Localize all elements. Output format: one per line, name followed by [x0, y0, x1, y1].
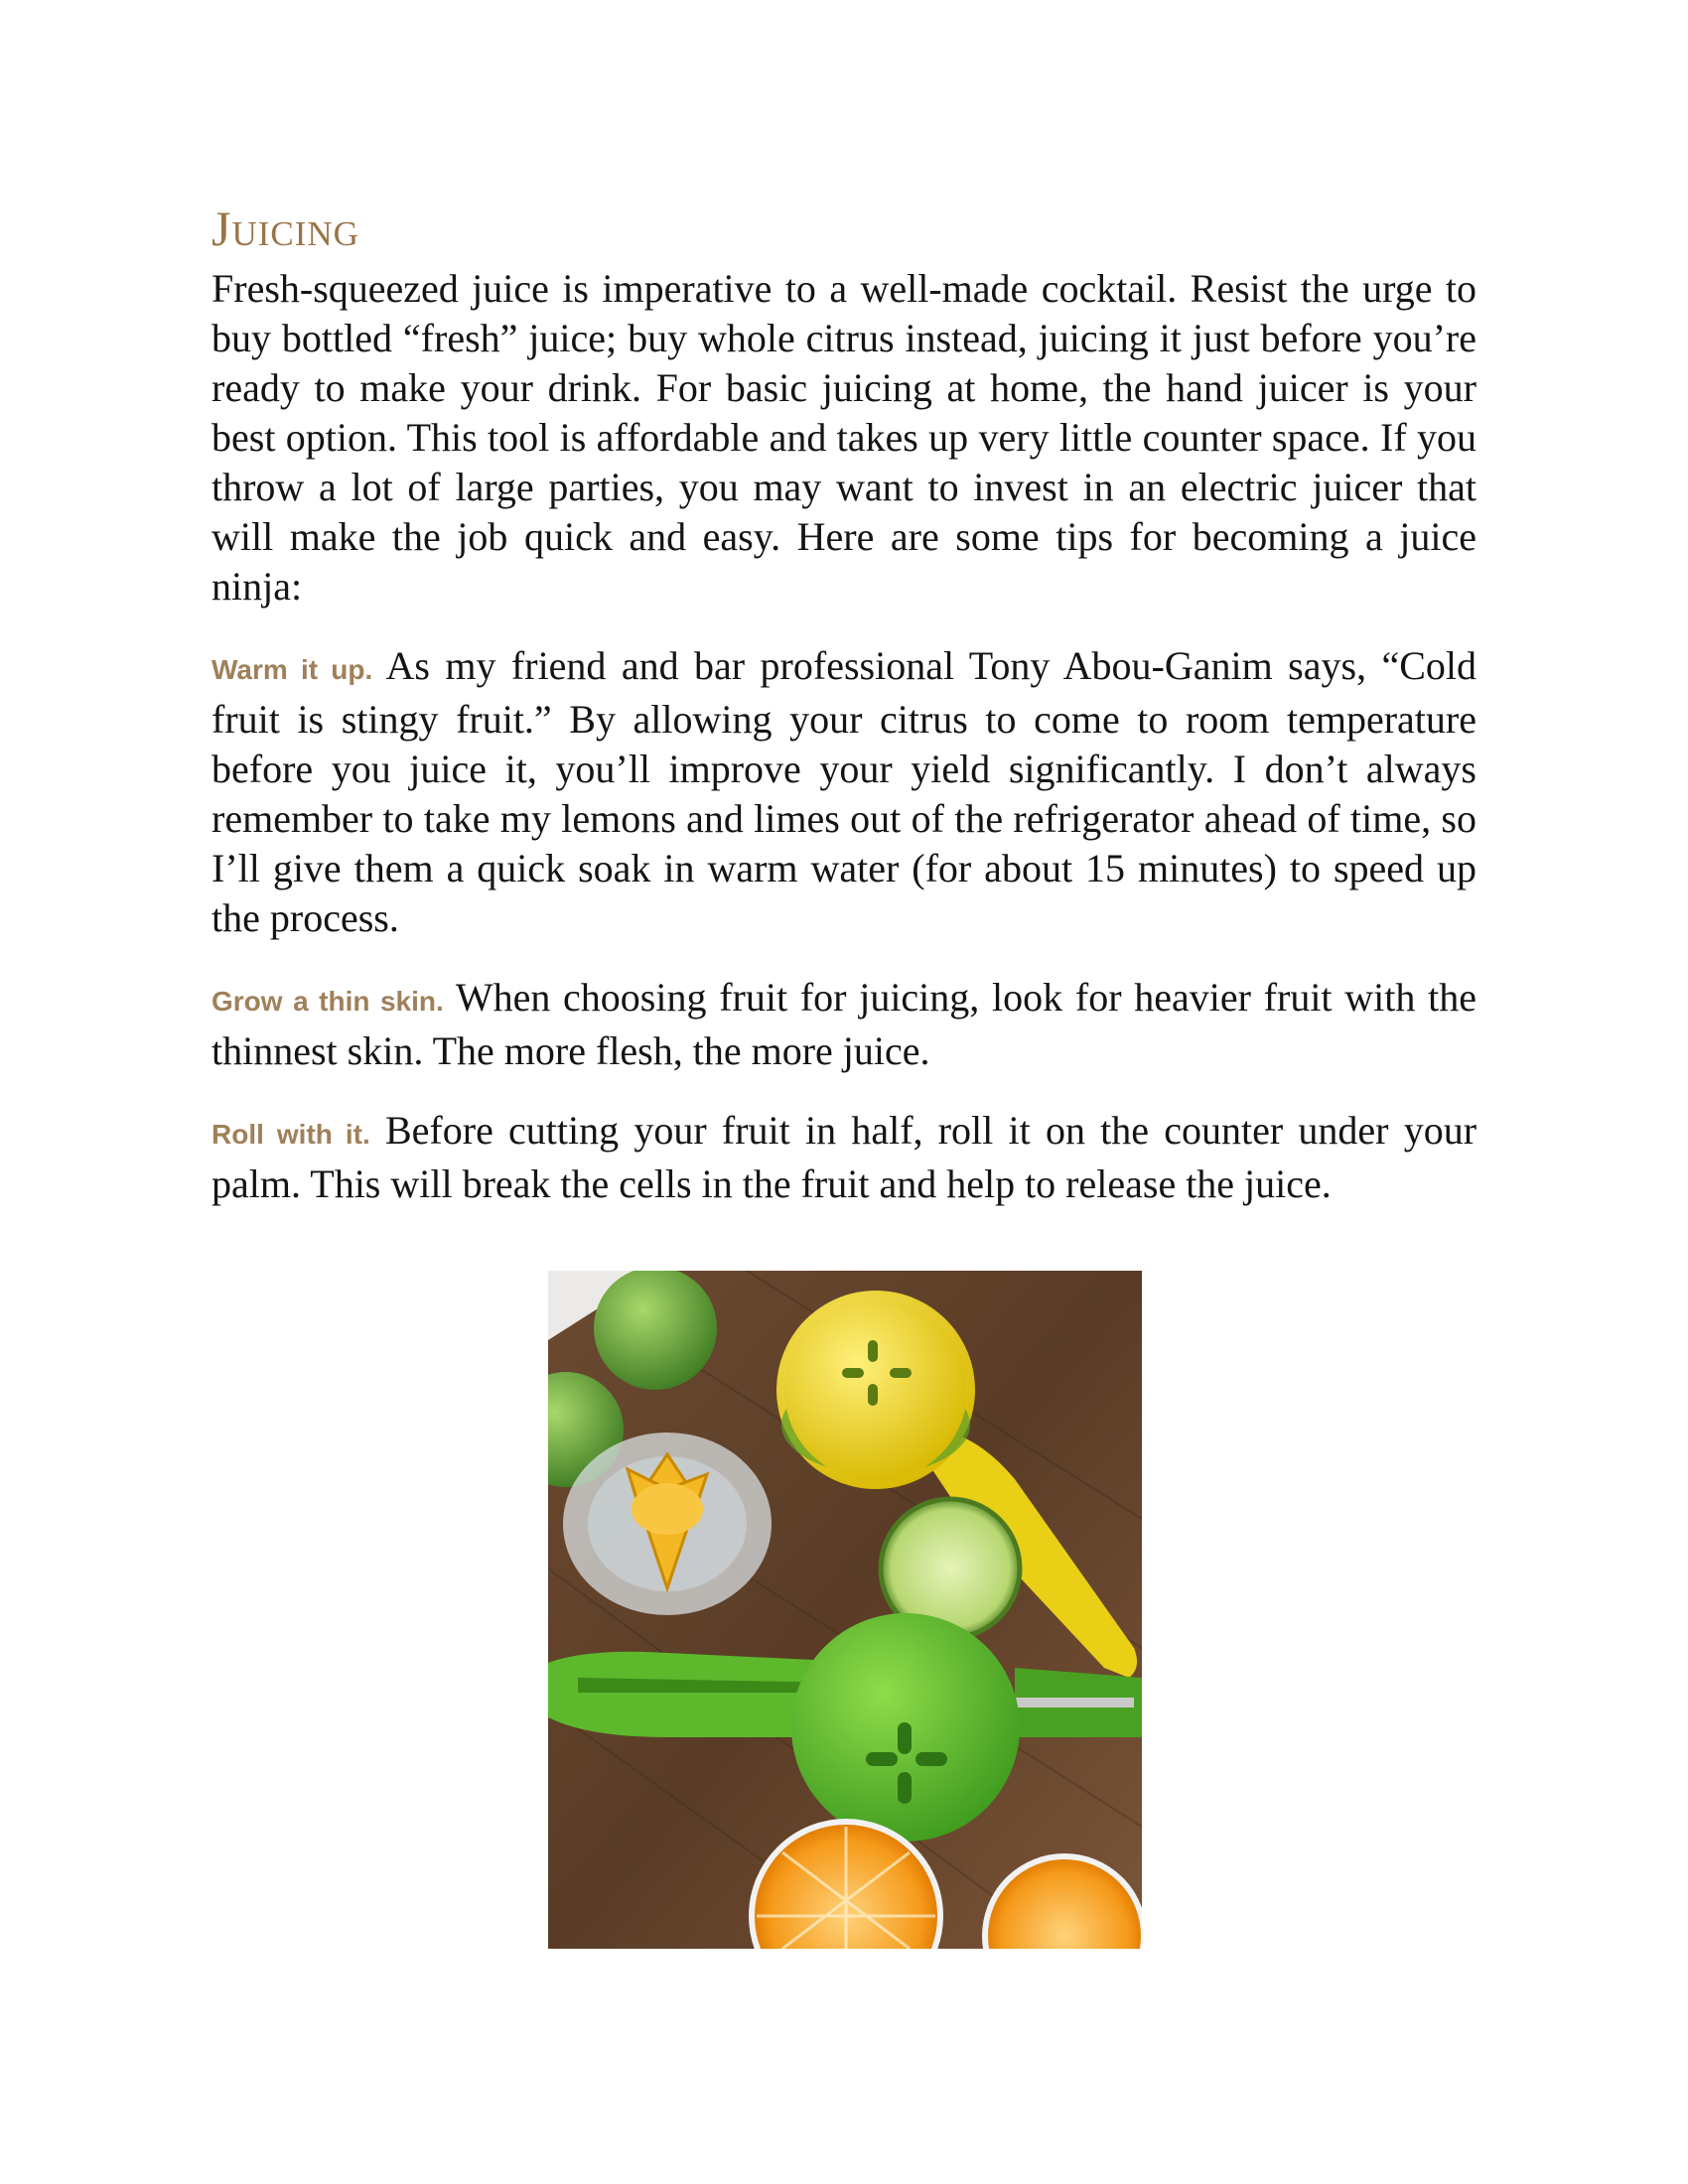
citrus-juicer-photo — [548, 1271, 1142, 1949]
section-heading: Juicing — [211, 201, 359, 256]
tip-text: When choosing fruit for juicing, look for heavier fruit with the thinnest skin. The more flesh, the more juice. — [211, 975, 1477, 1073]
tip-text: Before cutting your fruit in half, roll it on the counter under your palm. This will break the cells in the fruit and help to release the juice. — [211, 1108, 1477, 1206]
tip-paragraph — [211, 973, 1477, 1076]
tip-text: As my friend and bar professional Tony Abou-Ganim says, “Cold fruit is stingy fruit.” By allowing your citrus to come to room temperature before you juice it, you’ll improve your yield significantly. I don’t always remember to take my lemons and limes out of the refrigerator ahead of time, so I’ll give them a quick soak in warm water (for about 15 minutes) to speed up the process. — [211, 643, 1477, 940]
tip-paragraph — [211, 1106, 1477, 1209]
citrus-juicer-illustration — [548, 1271, 1142, 1949]
page-content — [211, 199, 1477, 1239]
tip-label: Roll with it. — [211, 1119, 370, 1150]
tip-label: Warm it up. — [211, 654, 373, 685]
intro-paragraph: Fresh-squeezed juice is imperative to a well-made cocktail. Resist the urge to buy bottled “fresh” juice; buy whole citrus instead, juicing it just before you’re ready to make your drink. For basic juicing at home, the hand juicer is your best option. This tool is affordable and takes up very little counter space. If you throw a lot of large parties, you may want to invest in an electric juicer that will make the job quick and easy. Here are some tips for becoming a juice ninja: — [211, 266, 1477, 609]
tip-label: Grow a thin skin. — [211, 986, 444, 1017]
tip-paragraph — [211, 641, 1477, 943]
